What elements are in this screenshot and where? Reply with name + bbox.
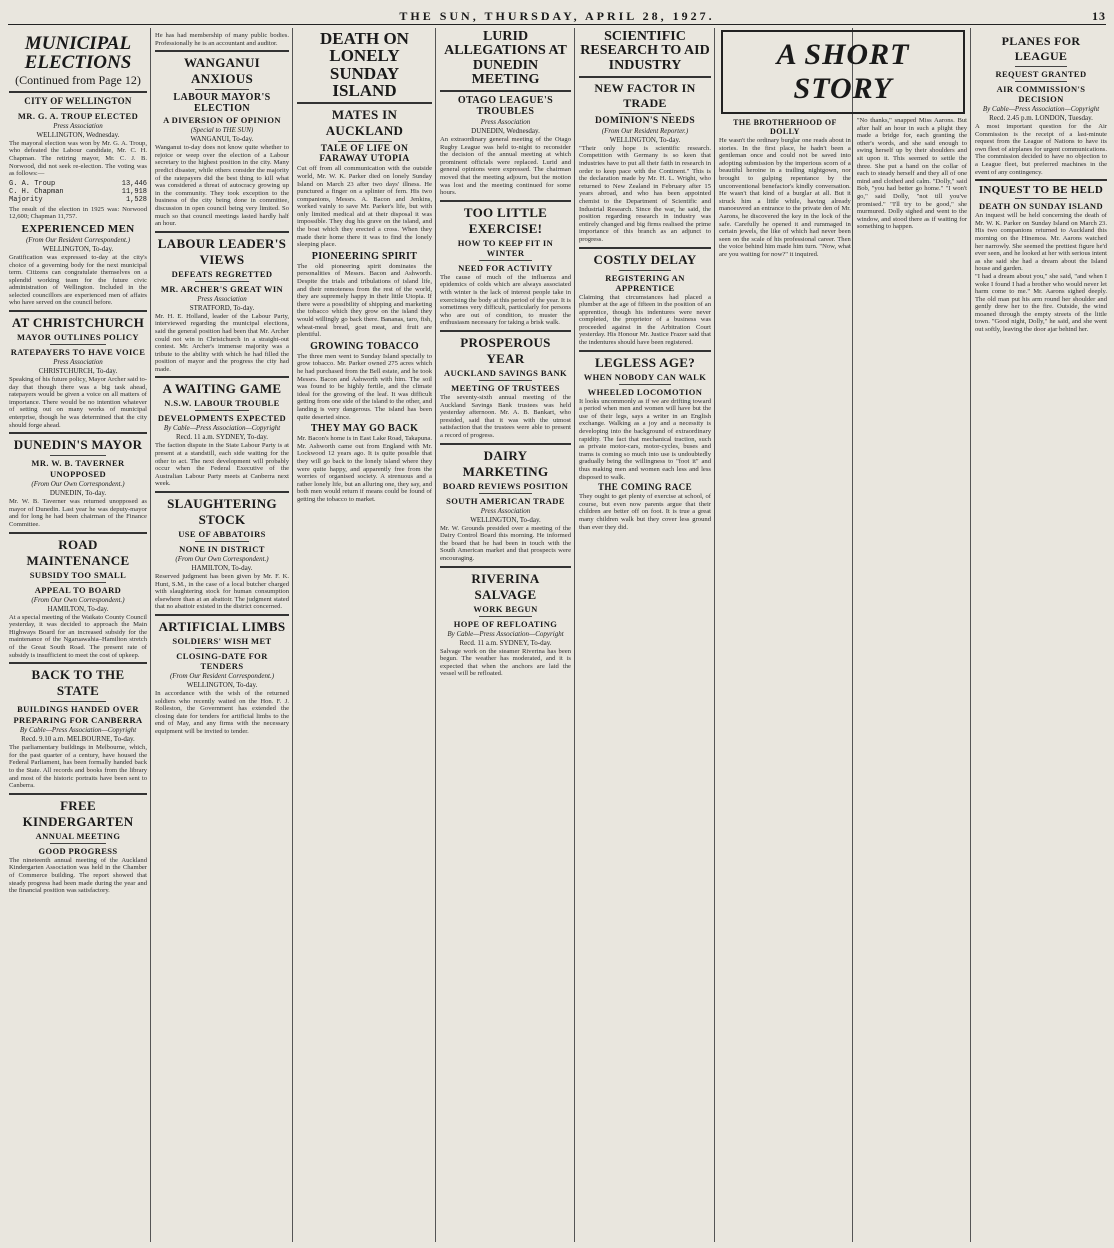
article-heading: TOO LITTLE EXERCISE! (463, 204, 548, 236)
article-body: Mr. Bacon's home is in East Lake Road, Takapuna. Mr. Ashworth came out from England with Mr. Lockwood 12 years ago. It is quite possible that they will go back to the lonely island where they were quite happy, and apparently free from the worries of organised society. A strenuous and a rather lonely life, but an alluring one, they say, and both men would return if means could be found of getting the tobacco to market. (297, 435, 432, 503)
story-body: "No thanks," snapped Miss Aarons. But after half an hour in such a plight they made a bridge for, each granting the other's words, and she said enough to swing herself up by their shoulders and sit upon it. This seemed to settle the three. She put a hand on the collar of each to steady herself and they all of one mind and clothed and calm. "Dolly," said Bob, "you had better go home." "I won't go," said Dolly, "not till you've promised." "I'll try to be good," she murmured. Dolly sighed and went to the window, and stood there as if waiting for something to happen. (856, 117, 967, 231)
masthead (8, 4, 1106, 25)
dateline: WELLINGTON, To-day. (186, 681, 258, 689)
result-row: C. H. Chapman 11,918 (9, 187, 147, 196)
article-body: Mr. H. E. Holland, leader of the Labour Party, interviewed regarding the municipal elections, said the general position had been that Mr. Archer could not win in Christchurch in a straight-out contest. Mr. Archer's immense majority was a tribute to the ability with which he had filled the position of mayor and the progress the city had made. (155, 312, 289, 373)
byline: Press Association (53, 358, 103, 367)
short-story-section (716, 28, 970, 1242)
article-body: The nineteenth annual meeting of the Auckland Kindergarten Association was held in the Chamber of Commerce building. The report showed that steady progress had been made during the year and the financial position was satisfactory. (9, 856, 147, 895)
article-body: The old pioneering spirit dominates the personalities of Messrs. Bacon and Ashworth. Despite the trials and tribulations of island life, and their remoteness from the rest of the world, they are supremely happy in their little Utopia. If there were a possibility of shipping and marketing the tobacco which they grow on the island they would willingly go back there. Bananas, taro, fish, wheat-meal bread, goat meat, and fruit are plentiful. (297, 262, 432, 339)
section-headline: MUNICIPAL ELECTIONS (24, 33, 132, 74)
article-body: The seventy-sixth annual meeting of the Auckland Savings Bank trustees was held yesterday afternoon. Mr. A. B. Bankart, who presided, said that it was with the utmost satisfaction that the trustees were able to present a record of progress. (440, 393, 571, 439)
article-heading: WANGANUI ANXIOUS (183, 55, 261, 87)
dateline: Recd. 2.45 p.m. LONDON, Tuesday. (989, 114, 1093, 122)
article-subheading: NONE IN DISTRICT (179, 544, 265, 555)
article-body: At a special meeting of the Waikato County Council yesterday, it was decided to approach the Main Highways Board for an increased subsidy for the maintenance of the Ngaruawahia–Hamilton stretch of the Great South Road. The present rate of subsidy is insufficient to meet the cost of upkeep. (9, 613, 147, 659)
article-body: Gratification was expressed to-day at the city's choice of a governing body for the next municipal term. Citizens can congratulate themselves on a splendid working team for the future civic administration of Wellington. Included in the selected councillors are experienced men of affairs who have served on the council before. (9, 253, 147, 307)
article-heading: AT CHRISTCHURCH (11, 315, 145, 331)
article-subheading: DEFEATS REGRETTED (171, 268, 273, 279)
article-heading: RIVERINA SALVAGE (471, 570, 540, 602)
article-subheading: HOW TO KEEP FIT IN WINTER (457, 237, 554, 258)
article-heading: FREE KINDERGARTEN (22, 797, 134, 829)
article-subheading: MR. G. A. TROUP ELECTED (17, 110, 139, 121)
article-heading: EXPERIENCED MEN (21, 222, 135, 235)
article-subheading: MR. W. B. TAVERNER (31, 458, 125, 469)
article-subheading: BOARD REVIEWS POSITION (442, 480, 569, 491)
article-subheading: WHEN NOBODY CAN WALK (583, 371, 707, 382)
article-subheading: SOLDIERS' WISH MET (172, 636, 272, 646)
byline: (From Our Resident Correspondent.) (169, 672, 275, 680)
article-subheading: RATEPAYERS TO HAVE VOICE (10, 347, 146, 358)
article-body: The faction dispute in the State Labour Party is at present at a standstill, each side waiting for the other to act. The next development will probably occur when the Federal Executive of the Australian Labour Party meets at Canberra next week. (155, 442, 289, 488)
byline: Press Association (197, 294, 247, 303)
article-subheading: DOMINION'S NEEDS (594, 115, 696, 126)
article-heading: SLAUGHTERING STOCK (167, 496, 277, 528)
results-table (9, 180, 147, 204)
dateline: CHRISTCHURCH, To-day. (38, 367, 118, 376)
masthead-title: THE SUN, THURSDAY, APRIL 28, 1927. (399, 9, 715, 23)
article-subheading: REQUEST GRANTED (995, 69, 1087, 79)
article-body: The cause of much of the influenza and epidemics of colds which are always associated with winter is the lack of interest people take in exercising the body at this period of the year. It is sometimes very difficult, particularly for persons who are out of condition, to muster the enthusiasm necessary for taking a brisk walk. (440, 273, 571, 327)
story-title: THE BROTHERHOOD OF DOLLY (733, 118, 837, 136)
article-body: Wanganui to-day does not know quite whether to rejoice or weep over the election of a Labour secretary to the highest position in the city. Many predict disaster, while others consider the majority of the ratepayers did the best thing to kill what was considered a threat of autocracy growing up in the community. They took exception to the business of the city being done in committee, discussion in open council being very limited. So much so that council meetings lasted hardly half an hour. (155, 144, 289, 228)
article-subheading: OTAGO LEAGUE'S TROUBLES (457, 95, 554, 118)
dateline: WELLINGTON, To-day. (609, 135, 681, 144)
article-heading: MATES IN AUCKLAND (325, 107, 404, 139)
dateline: Recd. 11 a.m. SYDNEY, To-day. (175, 433, 269, 442)
dateline: HAMILTON, To-day. (47, 604, 109, 613)
dateline: WANGANUI, To-day. (190, 135, 254, 144)
article-body: The result of the election in 1925 was: Norwood 12,600; Chapman 11,757. (9, 205, 147, 221)
article-subheading: LABOUR MAYOR'S ELECTION (173, 92, 271, 115)
article-subheading: GOOD PROGRESS (38, 845, 118, 856)
column-rule (714, 28, 715, 1242)
article-body: Mr. W. Grounds presided over a meeting of the Dairy Control Board this morning. He informed the board that he had been in touch with the South American market and that prospects were encouraging. (440, 524, 571, 562)
article-subheading: MEETING OF TRUSTEES (451, 382, 560, 393)
article-body: Salvage work on the steamer Riverina has been begun. The weather has moderated, and it is expected that when the anchors are laid the vessel will be refloated. (440, 647, 571, 678)
article-body: "Their only hope is scientific research. Competition with Germany is so keen that industries have to put all their faith in research in order to keep pace with the Continent." This is the declaration made by Mr. H. L. Wright, who returned to New Zealand in February after 15 years abroad, and who has been appointed chemist to the Department of Scientific and Industrial Research. Since the war, he said, the position regarding research in industry was entirely changed and big firms realised the prime importance of this branch as an adjunct to progress. (579, 144, 711, 243)
column-2 (152, 28, 292, 1242)
article-heading: COSTLY DELAY (593, 251, 697, 267)
byline: (From Our Resident Correspondent.) (25, 235, 131, 244)
article-subheading: NEED FOR ACTIVITY (458, 262, 553, 273)
lead-headline: LURID ALLEGATIONS AT DUNEDIN MEETING (444, 29, 567, 87)
byline: By Cable—Press Association—Copyright (163, 424, 281, 433)
section-subheadline: (Continued from Page 12) (15, 72, 141, 87)
article-subheading: N.S.W. LABOUR TROUBLE (164, 398, 280, 409)
article-heading: GROWING TOBACCO (310, 340, 419, 352)
dateline: DUNEDIN, To-day. (49, 489, 107, 498)
column-5 (576, 28, 714, 1242)
article-subheading: WORK BEGUN (473, 603, 538, 614)
byline: By Cable—Press Association—Copyright (447, 629, 564, 638)
article-body: An extraordinary general meeting of the Otago Rugby League was held to-night to reconsider the decision of the annual meeting at which prominent officials were replaced. Lurid and general opinions were expressed. The chairman moved that the meeting adjourn, but the motion was lost and the meeting continued for some hours. (440, 136, 571, 197)
column-rule (574, 28, 575, 1242)
article-subheading: BUILDINGS HANDED OVER (17, 704, 139, 715)
column-8 (972, 28, 1110, 1242)
column-rule (970, 28, 971, 1242)
story-column-left (719, 117, 851, 259)
article-body: Reserved judgment has been given by Mr. F. K. Hunt, S.M., in the case of a local butcher charged with slaughtering stock for human consumption elsewhere than at an abattoir. The judgment stated that no abattoir existed in the district concerned. (155, 573, 289, 611)
article-subheading: DEVELOPMENTS EXPECTED (157, 413, 287, 424)
article-body: The three men went to Sunday Island specially to grow tobacco. Mr. Parker owned 275 acres which he had purchased from the Bell estate, and he took Messrs. Bacon and Ashworth with him. The soil was found to be highly fertile, and the climate ideal for the growing of the leaf. It was difficult getting from one side of the island to the other, and landing is very dangerous. The island has been quite deserted since. (297, 352, 432, 421)
byline: Press Association (53, 121, 103, 130)
article-subheading: APPEAL TO BOARD (34, 584, 122, 595)
article-subheading: PREPARING FOR CANBERRA (13, 715, 143, 726)
byline: (From Our Own Correspondent.) (175, 555, 269, 564)
article-subheading: SOUTH AMERICAN TRADE (446, 495, 565, 506)
byline: By Cable—Press Association—Copyright (982, 105, 1100, 113)
article-body: Speaking of his future policy, Mayor Archer said to-day that though there was a big task ahead, ratepayers would be given a voice on all matters of importance. There would be no intention whatever of setting out on many works of municipal enterprise, though he was determined that the city should forge ahead. (9, 376, 147, 429)
article-heading: PLANES FOR LEAGUE (1001, 34, 1081, 63)
article-body: An inquest will be held concerning the death of Mr. W. K. Parker on Sunday Island on March 23. His two companions returned to Auckland this morning on the Hinemoa. Mr. Aarons watched her narrowly. She seemed the prettiest figure he'd ever seen, and he looked at her with serious intent as she said she had a dream about the Island house and garden. (975, 212, 1107, 273)
article-subheading: CLOSING-DATE FOR TENDERS (176, 651, 268, 671)
lead-headline: DEATH ON LONELY SUNDAY ISLAND (320, 29, 409, 100)
article-subheading: DEATH ON SUNDAY ISLAND (979, 201, 1103, 212)
article-heading: DUNEDIN'S MAYOR (13, 437, 143, 453)
dateline: WELLINGTON, Wednesday. (36, 130, 120, 139)
article-body: They ought to get plenty of exercise at school, of course, but even now parents argue that their children are better off on foot. It is true a great many children walk but they cover less ground than ever they did. (579, 493, 711, 531)
article-body: Mr. W. B. Taverner was returned unopposed as mayor of Dunedin. Last year he was deputy-mayor and for long he had been chairman of the Finance Committee. (9, 498, 147, 528)
article-heading: ARTIFICIAL LIMBS (158, 619, 286, 634)
column-4 (437, 28, 574, 1242)
dateline: WELLINGTON, To-day. (42, 244, 114, 253)
article-heading: INQUEST TO BE HELD (978, 184, 1104, 197)
dateline: STRATFORD, To-day. (189, 303, 255, 312)
byline: (From Our Own Correspondent.) (31, 595, 125, 604)
dateline: Recd. 9.10 a.m. MELBOURNE, To-day. (21, 735, 135, 744)
article-subheading: ANNUAL MEETING (35, 830, 121, 841)
article-heading: PIONEERING SPIRIT (311, 250, 418, 262)
byline: (From Our Own Correspondent.) (31, 480, 125, 489)
article-heading: ROAD MAINTENANCE (26, 536, 130, 568)
article-heading: DAIRY MARKETING (462, 447, 549, 479)
byline: (Special to THE SUN) (190, 126, 254, 135)
article-subheading: AIR COMMISSION'S DECISION (996, 84, 1086, 104)
column-rule (150, 28, 151, 1242)
column-1 (6, 28, 150, 1242)
article-body: The mayoral election was won by Mr. G. A. Troup, who defeated the Labour candidate, Mr. C. H. Chapman. The retiring mayor, Mr. C. J. B. Norwood, did not seek re-election. The voting was as follows:— (9, 139, 147, 178)
article-heading: BACK TO THE STATE (31, 667, 125, 699)
article-subheading: TALE OF LIFE ON FARAWAY UTOPIA (319, 144, 410, 165)
dateline: HAMILTON, To-day. (191, 564, 253, 573)
byline: Press Association (480, 506, 531, 515)
article-subheading: SUBSIDY TOO SMALL (29, 569, 127, 580)
article-heading: NEW FACTOR IN TRADE (594, 80, 696, 110)
column-3 (294, 28, 435, 1242)
article-body: He has had membership of many public bodies. Professionally he is an accountant and auditor. (155, 32, 289, 47)
article-heading: CITY OF WELLINGTON (24, 95, 132, 106)
article-subheading: WHEELED LOCOMOTION (587, 386, 703, 397)
article-heading: THEY MAY GO BACK (310, 423, 419, 435)
article-body: The parliamentary buildings in Melbourne, which, for the past quarter of a century, have housed the Federal Parliament, has been formally handed back to the State. All records and books from the library and most of the historic portraits have been sent to Canberra. (9, 744, 147, 790)
article-body: It looks uncommonly as if we are drifting toward a period when men and women will have but the use of their legs, says a writer in an English exchange. Walking as a joy and a necessity is developing into the background of extraordinary rapidity. The fact that mechanical traction, such as private motor-cars, motor-cycles, buses and trams is coming so much into use is undoubtedly gradually being the willingness to "foot it" and thus making men and women each less and less disposed to walk. (579, 397, 711, 481)
story-column-right (857, 117, 967, 259)
article-heading: LEGLESS AGE? (594, 354, 696, 370)
article-subheading: HOPE OF REFLOATING (453, 618, 558, 629)
byline: Press Association (480, 118, 531, 127)
article-body: Claiming that circumstances had placed a plumber at the age of fifteen in the position of an apprentice, though his indentures were never completed, the proprietor of a business was proceeded against in the Arbitration Court yesterday. His Honour Mr. Justice Frazer said that the indentures should have been registered. (579, 293, 711, 347)
article-subheading: REGISTERING AN APPRENTICE (605, 272, 685, 293)
article-subheading: THE COMING RACE (597, 482, 692, 493)
byline: (From Our Resident Reporter.) (601, 126, 689, 135)
article-heading: PROSPEROUS YEAR (460, 334, 551, 366)
byline: By Cable—Press Association—Copyright (19, 726, 137, 735)
article-body: A most important question for the Air Commission is the receipt of a last-minute request from the League of Nations to have its own fleet of airplanes for urgent communications. The commission decided to have no objection to a League fleet, but preferred machines in the event of any contingency. (975, 123, 1107, 176)
article-heading: A WAITING GAME (162, 381, 282, 397)
story-body: "I had a dream about you," she said, "and when I woke I found I had a brother who would never let harm come to me." Mr. Aarons sighed deeply. The old man put his arm round her shoulder and gently drew her to the fire. Outside, the wind moaned through the empty streets of the little town. "Good night, Dolly," he said, and she went out softly, leaving the door ajar behind her. (975, 272, 1107, 334)
article-subheading: USE OF ABBATOIRS (178, 529, 266, 540)
article-body: Cut off from all communication with the outside world, Mr. W. K. Parker died on lonely Sunday Island on March 23 after two days' illness. He punctured a finger on a splinter of fern. His two companions, Messrs. A. Bacon and Jenkins, worked vainly to save Mr. Parker's life, but with only limited medical aid at their disposal it was impossible. They dug his grave on the island, and the boat which they erected a cross. When they made their home there it was to find the lonely sleeping place. (297, 165, 432, 249)
article-subheading: MR. ARCHER'S GREAT WIN (160, 283, 284, 294)
article-subheading: UNOPPOSED (49, 469, 107, 480)
dateline: Recd. 11 a.m. SYDNEY, To-day. (459, 638, 552, 647)
result-row: G. A. Troup 13,446 (9, 179, 147, 188)
lead-headline: SCIENTIFIC RESEARCH TO AID INDUSTRY (580, 29, 710, 73)
article-subheading: A DIVERSION OF OPINION (163, 115, 281, 126)
column-rule (292, 28, 293, 1242)
dateline: DUNEDIN, Wednesday. (471, 127, 540, 136)
article-body: In accordance with the wish of the returned soldiers who recently waited on the Hon. F. J. Rolleston, the Government has extended the closing date for tenders for artificial limbs to the end of May, and any firms with the necessary equipment will be invited to tender. (155, 690, 289, 735)
result-row: Majority 1,528 (9, 195, 147, 204)
column-rule (435, 28, 436, 1242)
story-body: He wasn't the ordinary burglar one reads about in stories. In the first place, he hadn't been a gentleman once and could not be saved into adopting submission by the imperious scorn of a beautiful heroine in a trailing nightgown, nor brought to gulping repentance by the unconventional benefactor's kindly conversation. He wasn't that kind of a burglar at all. But it struck him a little while, having already manoeuvred an entrance to the private den of Mr. Aarons, he discovered the key in the lock of the safe. Carefully he opened it and rummaged in certain jewels, the like of which had never been seen on the scale of his professional career. Then the voice behind him made him turn. "Now, what are you waiting for now?" it inquired. (719, 137, 851, 258)
dateline: WELLINGTON, To-day. (470, 515, 541, 524)
article-subheading: MAYOR OUTLINES POLICY (17, 332, 139, 343)
short-story-banner: A SHORT STORY (721, 30, 965, 114)
page-number: 13 (1092, 9, 1106, 23)
article-subheading: AUCKLAND SAVINGS BANK (443, 367, 567, 378)
article-heading: LABOUR LEADER'S VIEWS (157, 235, 287, 267)
short-story-columns (719, 117, 967, 259)
